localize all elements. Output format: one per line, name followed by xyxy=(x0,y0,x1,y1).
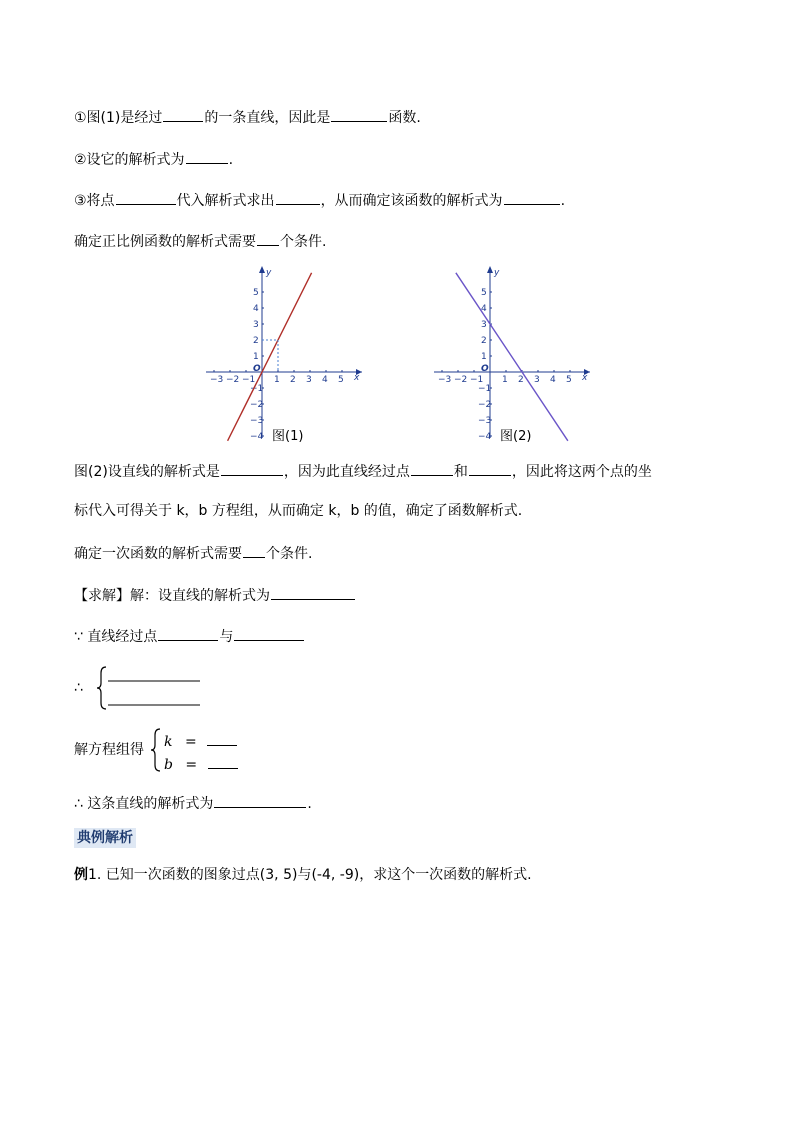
y-tick-label: 1 xyxy=(481,352,487,362)
text: ，从而确定该函数的解析式为 xyxy=(320,193,503,209)
answer-blank[interactable] xyxy=(186,149,228,164)
y-tick-label: −1 xyxy=(478,384,492,394)
text: 确定一次函数的解析式需要 xyxy=(74,546,242,562)
solution-b xyxy=(164,754,239,774)
equals: = xyxy=(184,734,197,750)
text: 标代入可得关于 k，b 方程组，从而确定 k，b 的值，确定了函数解析式. xyxy=(74,503,523,519)
fill-line-9 xyxy=(74,626,305,646)
y-tick-label: −3 xyxy=(250,416,264,426)
text: ∴ 这条直线的解析式为 xyxy=(74,796,214,812)
solve-label xyxy=(74,741,144,759)
text: 确定正比例函数的解析式需要 xyxy=(74,234,256,250)
equation-system-brace xyxy=(96,665,206,711)
text: 解方程组得 xyxy=(74,742,144,758)
answer-blank[interactable] xyxy=(163,107,203,122)
figure-caption: 图(1) xyxy=(272,429,304,444)
y-tick-label: 2 xyxy=(253,336,259,346)
x-tick-label: 3 xyxy=(306,375,312,385)
x-tick-label: 3 xyxy=(534,375,540,385)
x-tick-label: 5 xyxy=(566,375,572,385)
solution-k xyxy=(164,731,238,751)
y-axis-arrow xyxy=(487,266,493,273)
y-tick-label: 2 xyxy=(481,336,487,346)
text: ∵ 直线经过点 xyxy=(74,629,158,645)
x-tick-label: −3 xyxy=(210,375,224,385)
answer-blank[interactable] xyxy=(504,190,560,205)
y-tick-label: 5 xyxy=(253,288,259,298)
answer-blank[interactable] xyxy=(221,461,283,476)
figure-caption: 图(2) xyxy=(500,429,532,444)
function-line xyxy=(228,273,312,441)
var-b: b xyxy=(164,757,173,773)
text: ，因为此直线经过点 xyxy=(283,464,410,480)
answer-blank[interactable] xyxy=(257,231,279,246)
x-tick-label: 4 xyxy=(550,375,556,385)
y-tick-label: −4 xyxy=(478,432,492,442)
text: ①图(1)是经过 xyxy=(74,110,163,126)
answer-blank[interactable] xyxy=(271,585,355,600)
origin-label: O xyxy=(481,364,489,374)
therefore-symbol xyxy=(74,679,83,697)
answer-blank[interactable] xyxy=(469,461,511,476)
answer-blank[interactable] xyxy=(207,731,237,746)
x-tick-label: −1 xyxy=(242,375,256,385)
x-axis-label: x xyxy=(582,373,588,383)
text: 【求解】解：设直线的解析式为 xyxy=(74,588,270,604)
answer-blank[interactable] xyxy=(234,626,304,641)
y-tick-label: −2 xyxy=(478,400,492,410)
text: . xyxy=(307,796,312,812)
y-tick-label: −3 xyxy=(478,416,492,426)
text: 代入解析式求出 xyxy=(176,193,275,209)
text: 函数. xyxy=(388,110,421,126)
answer-blank[interactable] xyxy=(158,626,218,641)
fill-line-12 xyxy=(74,793,312,813)
text: 的一条直线，因此是 xyxy=(204,110,331,126)
y-tick-label: 3 xyxy=(253,320,259,330)
answer-blank[interactable] xyxy=(411,461,453,476)
y-tick-label: 4 xyxy=(481,304,487,314)
fill-line-6 xyxy=(74,502,522,520)
section-heading: 典例解析 xyxy=(74,828,136,848)
y-tick-label: −4 xyxy=(250,432,264,442)
fill-line-4 xyxy=(74,231,326,251)
x-tick-label: 4 xyxy=(322,375,328,385)
answer-blank[interactable] xyxy=(116,190,176,205)
example-1 xyxy=(74,866,532,884)
y-tick-label: 5 xyxy=(481,288,487,298)
function-line xyxy=(456,273,568,441)
graph-1 xyxy=(200,262,370,444)
y-tick-label: −1 xyxy=(250,384,264,394)
answer-blank[interactable] xyxy=(208,754,238,769)
y-tick-label: −2 xyxy=(250,400,264,410)
example-text: 1. 已知一次函数的图象过点(3, 5)与(-4, -9)，求这个一次函数的解析式. xyxy=(88,867,532,883)
text: ，因此将这两个点的坐 xyxy=(511,464,652,480)
brace-icon xyxy=(151,729,160,771)
y-axis-label: y xyxy=(266,268,272,278)
text: 与 xyxy=(219,629,234,645)
x-tick-label: 5 xyxy=(338,375,344,385)
x-tick-label: 1 xyxy=(274,375,280,385)
fill-line-8 xyxy=(74,585,356,605)
x-tick-label: 1 xyxy=(502,375,508,385)
fill-line-5 xyxy=(74,461,652,481)
answer-blank[interactable] xyxy=(214,793,306,808)
answer-blank[interactable] xyxy=(243,543,265,558)
example-label: 例 xyxy=(74,867,88,883)
y-tick-label: 3 xyxy=(481,320,487,330)
fill-line-1 xyxy=(74,107,421,127)
fill-line-7 xyxy=(74,543,312,563)
y-tick-label: 1 xyxy=(253,352,259,362)
answer-blank[interactable] xyxy=(331,107,387,122)
text: 个条件. xyxy=(280,234,327,250)
text: . xyxy=(560,193,566,209)
brace-icon xyxy=(97,667,106,709)
x-tick-label: −3 xyxy=(438,375,452,385)
answer-blank[interactable] xyxy=(276,190,320,205)
text: ③将点 xyxy=(74,193,115,209)
text: . xyxy=(228,152,234,168)
x-tick-label: 2 xyxy=(518,375,524,385)
fill-line-2 xyxy=(74,149,233,169)
y-axis-label: y xyxy=(494,268,500,278)
text: 和 xyxy=(453,464,468,480)
x-tick-label: −1 xyxy=(470,375,484,385)
text: ∴ xyxy=(74,680,83,696)
x-tick-label: 2 xyxy=(290,375,296,385)
text: ②设它的解析式为 xyxy=(74,152,185,168)
y-tick-label: 4 xyxy=(253,304,259,314)
x-tick-label: −2 xyxy=(226,375,240,385)
var-k: k xyxy=(164,734,173,750)
x-tick-label: −2 xyxy=(454,375,468,385)
fill-line-3 xyxy=(74,190,565,210)
graph-2 xyxy=(428,262,598,444)
text: 图(2)设直线的解析式是 xyxy=(74,464,220,480)
x-axis-label: x xyxy=(354,373,360,383)
text: 个条件. xyxy=(266,546,313,562)
equals: = xyxy=(185,757,198,773)
y-axis-arrow xyxy=(259,266,265,273)
origin-label: O xyxy=(253,364,261,374)
